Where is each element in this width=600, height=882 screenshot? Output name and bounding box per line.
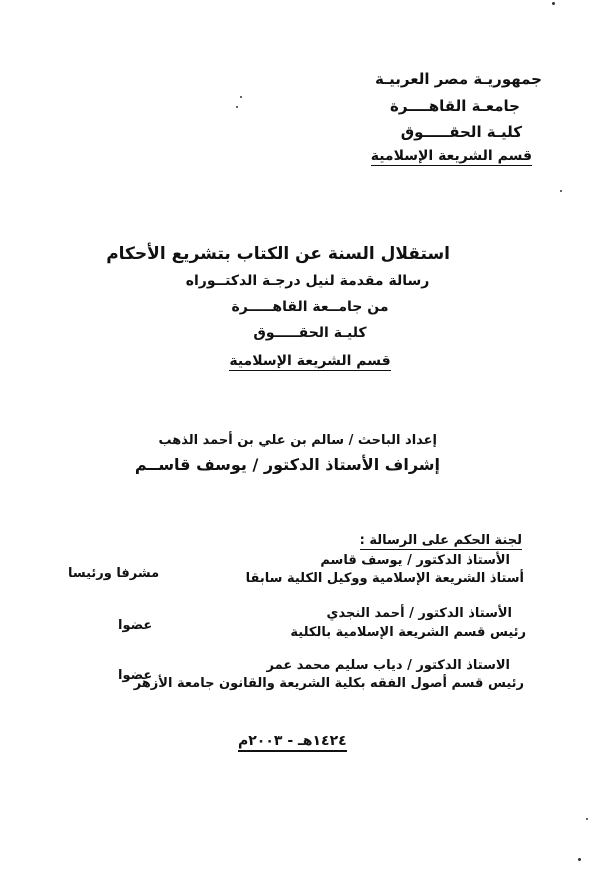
scan-speck — [236, 106, 238, 108]
scan-speck — [552, 2, 555, 5]
member-2-role: عضوا — [118, 618, 153, 633]
member-3-title: رئيس قسم أصول الفقه بكلية الشريعة والقانون جامعة الأزهر — [133, 676, 524, 691]
scan-speck — [578, 858, 581, 861]
scan-speck — [586, 818, 588, 820]
member-2-title: رئيس قسم الشريعة الإسلامية بالكلية — [290, 625, 526, 640]
member-3-name: الاستاذ الدكتور / دياب سليم محمد عمر — [266, 658, 510, 673]
thesis-subtitle: رسالة مقدمة لنيل درجـة الدكتــوراه — [185, 273, 430, 289]
faculty-name: كليـة الحقـــــوق — [400, 123, 522, 141]
title-faculty: كليـة الحقـــــوق — [253, 325, 367, 341]
prepared-by: إعداد الباحث / سالم بن علي بن أحمد الذهب — [158, 433, 437, 448]
committee-heading: لجنة الحكم على الرسالة : — [359, 533, 522, 548]
supervisor: إشراف الأستاذ الدكتور / يوسف قاســم — [134, 455, 440, 474]
university-name: جامعـة القاهــــرة — [390, 97, 520, 115]
member-2-name: الأستاذ الدكتور / أحمد النجدي — [326, 606, 512, 621]
member-1-name: الأستاذ الدكتور / يوسف قاسم — [320, 553, 510, 568]
member-1-title: أستاذ الشريعة الإسلامية ووكيل الكلية سابقا — [245, 571, 524, 586]
from-university: من جامــعة القاهـــــرة — [231, 299, 389, 315]
scan-speck — [240, 96, 242, 98]
department-name: قسم الشريعة الإسلامية — [370, 148, 532, 164]
date: ١٤٢٤هـ - ٢٠٠٣م — [238, 733, 347, 752]
thesis-title: استقلال السنة عن الكتاب بتشريع الأحكام — [106, 244, 450, 264]
country-name: جمهوريـة مصر العربيـة — [374, 70, 542, 88]
member-1-role: مشرفا ورئيسا — [68, 566, 160, 581]
title-department: قسم الشريعة الإسلامية — [229, 353, 391, 369]
member-3-role: عضوا — [118, 668, 153, 683]
scan-speck — [560, 190, 562, 192]
